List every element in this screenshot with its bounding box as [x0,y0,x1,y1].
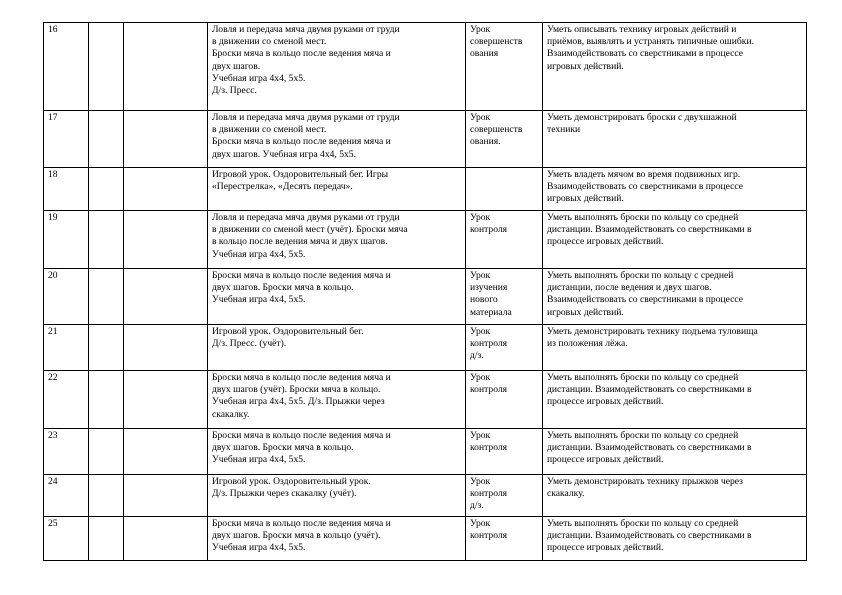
lesson-topic-cell [208,475,466,517]
expected-result-line: дистанции. Взаимодействовать со сверстниками в [547,384,752,396]
lesson-type-cell [466,371,543,429]
lesson-topic-cell [208,23,466,111]
expected-result-line: процессе игровых действий. [547,542,664,554]
lesson-topic-line: двух шагов. Броски мяча в кольцо (учёт). [212,530,381,542]
planned-date-cell [89,211,124,269]
expected-result-line: игровых действий. [547,306,624,318]
expected-result-line: Уметь выполнять броски по кольцу со средней [547,212,739,223]
lesson-topic-line: Ловля и передача мяча двумя руками от груди [212,24,400,35]
lesson-number: 24 [48,476,58,487]
lesson-topic-line: Броски мяча в кольцо после ведения мяча и [212,430,391,441]
lesson-topic-line: двух шагов. Учебная игра 4х4, 5х5. [212,148,356,160]
lesson-number: 23 [48,430,58,441]
lesson-type-cell [466,429,543,475]
lesson-topic-line: в кольцо после ведения мяча и двух шагов. [212,236,388,248]
actual-date-cell [124,371,208,429]
lesson-number: 21 [48,326,58,337]
lesson-number-cell [44,371,89,429]
lesson-topic-line: в движении со сменой мест. [212,124,327,136]
planned-date-cell [89,269,124,325]
expected-result-line: процессе игровых действий. [547,396,664,408]
expected-result-cell [543,23,807,111]
lesson-topic-line: Учебная игра 4х4, 5х5. [212,248,306,260]
lesson-topic-line: Учебная игра 4х4, 5х5. [212,72,306,84]
planned-date-cell [89,371,124,429]
lesson-type-line: изучения [470,282,508,294]
lesson-type-line: материала [470,306,512,318]
lesson-topic-line: «Перестрелка», «Десять передач». [212,181,353,193]
lesson-type-line: Урок [470,430,491,441]
expected-result-line: дистанции, после ведения и двух шагов. [547,282,712,294]
lesson-topic-line: Игровой урок. Оздоровительный урок. [212,476,371,487]
lesson-number: 20 [48,270,58,281]
lesson-topic-line: двух шагов. Броски мяча в кольцо. [212,282,354,294]
lesson-topic-line: двух шагов. Броски мяча в кольцо. [212,442,354,454]
lesson-type-line: контроля [470,338,508,350]
planned-date-cell [89,429,124,475]
expected-result-line: игровых действий. [547,60,624,72]
lesson-topic-cell [208,211,466,269]
lesson-number-cell [44,168,89,211]
lesson-number-cell [44,111,89,168]
lesson-number-cell [44,475,89,517]
lesson-topic-line: Д/з. Пресс. [212,85,257,97]
actual-date-cell [124,517,208,561]
planned-date-cell [89,111,124,168]
expected-result-line: Уметь выполнять броски по кольцу со средней [547,518,739,529]
expected-result-line: Уметь владеть мячом во время подвижных игр. [547,169,741,180]
lesson-number: 25 [48,518,58,529]
lesson-type-line: ования. [470,136,501,148]
expected-result-line: Уметь демонстрировать броски с двухшажной [547,112,737,123]
table-row [44,168,807,211]
lesson-topic-line: двух шагов (учёт). Броски мяча в кольцо. [212,384,381,396]
lesson-number: 19 [48,212,58,223]
lesson-type-cell [466,269,543,325]
lesson-number-cell [44,429,89,475]
expected-result-line: Взаимодействовать со сверстниками в процессе [547,294,744,306]
lesson-number-cell [44,325,89,371]
table-row [44,475,807,517]
lesson-topic-cell [208,371,466,429]
lesson-type-cell [466,325,543,371]
lesson-plan-table [43,22,807,561]
table-row [44,429,807,475]
lesson-topic-line: Ловля и передача мяча двумя руками от груди [212,112,400,123]
lesson-topic-line: в движении со сменой мест (учёт). Броски мяча [212,224,408,236]
lesson-topic-cell [208,517,466,561]
lesson-number-cell [44,23,89,111]
expected-result-cell [543,429,807,475]
lesson-type-line: нового [470,294,498,306]
lesson-type-line: Урок [470,270,491,281]
lesson-type-line: контроля [470,488,508,500]
lesson-topic-line: в движении со сменой мест. [212,36,327,48]
expected-result-line: приёмов, выявлять и устранять типичные ошибки. [547,36,754,48]
table-row [44,371,807,429]
planned-date-cell [89,23,124,111]
expected-result-line: из положения лёжа. [547,338,628,350]
lesson-type-cell [466,211,543,269]
lesson-topic-cell [208,168,466,211]
lesson-number-cell [44,517,89,561]
table-row [44,23,807,111]
lesson-number-cell [44,211,89,269]
lesson-type-line: д/з. [470,500,484,512]
expected-result-line: скакалку. [547,488,585,500]
expected-result-line: Взаимодействовать со сверстниками в процессе [547,48,744,60]
lesson-type-line: контроля [470,442,508,454]
lesson-topic-line: Учебная игра 4х4, 5х5. [212,542,306,554]
expected-result-cell [543,371,807,429]
planned-date-cell [89,168,124,211]
lesson-topic-line: Игровой урок. Оздоровительный бег. Игры [212,169,389,180]
expected-result-line: Уметь выполнять броски по кольцу со средней [547,430,739,441]
lesson-type-cell [466,168,543,211]
expected-result-cell [543,517,807,561]
lesson-topic-line: Д/з. Прыжки через скакалку (учёт). [212,488,357,500]
lesson-type-cell [466,23,543,111]
expected-result-line: игровых действий. [547,193,624,205]
lesson-type-line: Урок [470,476,491,487]
expected-result-line: Уметь демонстрировать технику подъема туловища [547,326,758,337]
lesson-number: 22 [48,372,58,383]
lesson-number: 16 [48,24,58,35]
actual-date-cell [124,429,208,475]
table-row [44,211,807,269]
expected-result-line: дистанции. Взаимодействовать со сверстниками в [547,442,752,454]
planned-date-cell [89,325,124,371]
expected-result-cell [543,325,807,371]
lesson-type-line: контроля [470,384,508,396]
lesson-topic-line: Броски мяча в кольцо после ведения мяча и [212,372,391,383]
lesson-type-line: Урок [470,326,491,337]
lesson-topic-line: Учебная игра 4х4, 5х5. Д/з. Прыжки через [212,396,385,408]
expected-result-line: дистанции. Взаимодействовать со сверстниками в [547,530,752,542]
lesson-type-line: ования [470,48,499,60]
lesson-topic-cell [208,325,466,371]
lesson-topic-cell [208,429,466,475]
lesson-topic-line: Игровой урок. Оздоровительный бег. [212,326,364,337]
expected-result-cell [543,111,807,168]
table-row [44,517,807,561]
lesson-type-line: Урок [470,24,491,35]
actual-date-cell [124,168,208,211]
table-row [44,325,807,371]
expected-result-cell [543,269,807,325]
planned-date-cell [89,517,124,561]
lesson-topic-line: Броски мяча в кольцо после ведения мяча и [212,48,391,60]
expected-result-line: Уметь выполнять броски по кольцу с средней [547,270,734,281]
actual-date-cell [124,269,208,325]
lesson-type-line: Урок [470,518,491,529]
lesson-type-line: совершенств [470,36,523,48]
lesson-type-cell [466,475,543,517]
lesson-topic-line: Броски мяча в кольцо после ведения мяча и [212,136,391,148]
lesson-number-cell [44,269,89,325]
expected-result-line: дистанции. Взаимодействовать со сверстниками в [547,224,752,236]
planned-date-cell [89,475,124,517]
lesson-type-line: Урок [470,372,491,383]
lesson-topic-line: Учебная игра 4х4, 5х5. [212,454,306,466]
lesson-topic-line: Броски мяча в кольцо после ведения мяча и [212,518,391,529]
expected-result-cell [543,168,807,211]
lesson-topic-cell [208,269,466,325]
lesson-topic-line: Д/з. Пресс. (учёт). [212,338,287,350]
expected-result-line: процессе игровых действий. [547,454,664,466]
lesson-type-cell [466,517,543,561]
actual-date-cell [124,23,208,111]
lesson-number: 17 [48,112,58,123]
lesson-topic-line: Учебная игра 4х4, 5х5. [212,294,306,306]
lesson-number: 18 [48,169,58,180]
expected-result-line: Уметь описывать технику игровых действий и [547,24,737,35]
expected-result-line: процессе игровых действий. [547,236,664,248]
lesson-type-line: совершенств [470,124,523,136]
lesson-plan-body [44,23,807,561]
lesson-topic-line: Ловля и передача мяча двумя руками от груди [212,212,400,223]
lesson-type-line: контроля [470,530,508,542]
lesson-type-cell [466,111,543,168]
actual-date-cell [124,211,208,269]
expected-result-line: Уметь выполнять броски по кольцу со средней [547,372,739,383]
actual-date-cell [124,475,208,517]
table-row [44,269,807,325]
lesson-type-line: Урок [470,112,491,123]
expected-result-line: Взаимодействовать со сверстниками в процессе [547,181,744,193]
expected-result-line: техники [547,124,581,136]
actual-date-cell [124,325,208,371]
lesson-type-line: Урок [470,212,491,223]
expected-result-line: Уметь демонстрировать технику прыжков через [547,476,743,487]
lesson-type-line: контроля [470,224,508,236]
expected-result-cell [543,211,807,269]
lesson-topic-line: двух шагов. [212,60,261,72]
expected-result-cell [543,475,807,517]
lesson-topic-line: Броски мяча в кольцо после ведения мяча и [212,270,391,281]
table-row [44,111,807,168]
lesson-type-line: д/з. [470,350,484,362]
lesson-topic-line: скакалку. [212,408,250,420]
actual-date-cell [124,111,208,168]
lesson-topic-cell [208,111,466,168]
